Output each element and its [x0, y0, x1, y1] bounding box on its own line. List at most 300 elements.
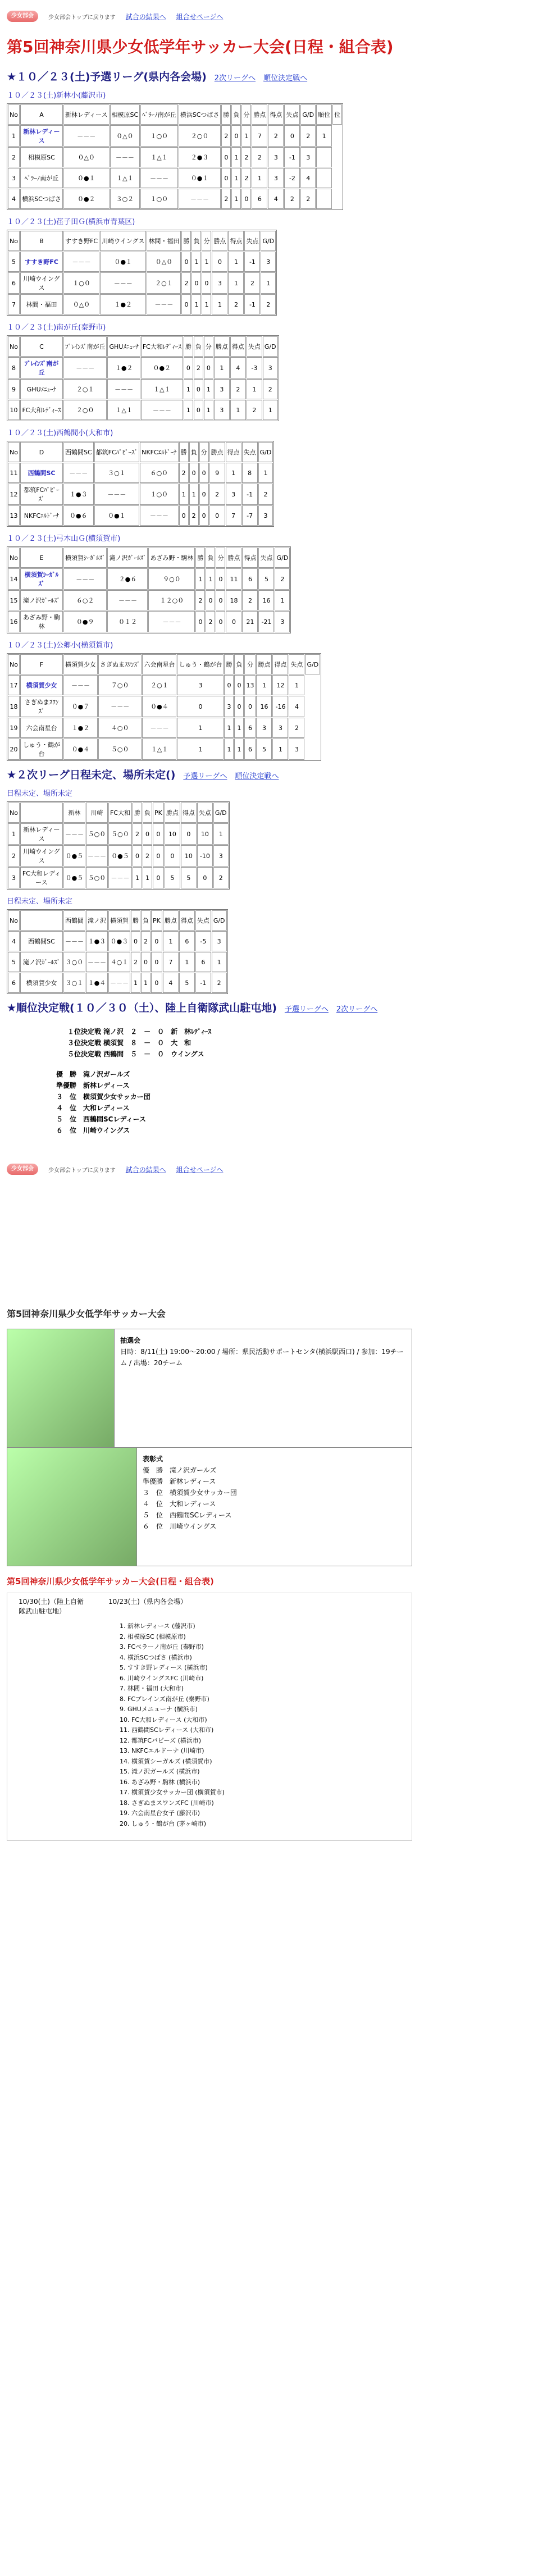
- lottery-info: 日時：8/11(土) 19:00～20:00 / 場所：県民活動サポートセンタ(横浜駅西口) / 参加：19チーム / 出場：20チーム: [120, 1348, 404, 1367]
- table-cell: しゅう・鶴が台: [20, 738, 63, 760]
- table-cell: ０△０: [147, 252, 181, 272]
- table-cell: 7: [226, 505, 241, 526]
- table-cell: 0: [216, 611, 225, 632]
- header-cell: 負: [206, 548, 215, 568]
- bracket: [7, 1593, 412, 1841]
- table-cell: 0: [143, 823, 152, 845]
- bracket-team: 19. 六会南星台女子 (藤沢市): [120, 1809, 200, 1817]
- header-cell: 負: [231, 104, 241, 125]
- table-cell: 18: [226, 590, 241, 610]
- header-cell: G/D: [300, 104, 316, 125]
- final-results: [67, 1026, 538, 1060]
- table-cell: 0: [199, 463, 209, 483]
- table-cell: 2: [181, 272, 191, 294]
- table-row: [8, 952, 227, 972]
- bracket-team: 6. 川崎ウイングスFC (川崎市): [120, 1674, 204, 1682]
- table-cell: 10: [197, 823, 213, 845]
- schedule-link[interactable]: 組合せページへ: [176, 1165, 224, 1174]
- table-cell: 0: [177, 696, 224, 717]
- table-cell: 2: [141, 931, 151, 951]
- table-cell: 2: [275, 568, 290, 590]
- header-cell: 西鶴間: [63, 910, 85, 931]
- table-row: [8, 125, 342, 147]
- header-cell: PK: [153, 803, 164, 823]
- league-table: [7, 909, 228, 994]
- table-cell: －－－: [141, 400, 183, 420]
- header-cell: No: [8, 336, 20, 357]
- table-cell: １○０: [140, 125, 178, 147]
- table-cell: [316, 147, 332, 167]
- table-cell: ３○１: [63, 973, 85, 993]
- standings-table: [7, 335, 279, 421]
- table-cell: 1: [179, 484, 189, 505]
- bracket-team: 20. しゅう・鶴が台 (茅ヶ崎市): [120, 1820, 207, 1827]
- table-cell: 1: [261, 272, 276, 294]
- table-cell: 川崎ウイングス: [20, 272, 63, 294]
- table-cell: 滝ノ沢ｶﾞｰﾙｽﾞ: [20, 590, 63, 610]
- table-cell: ２●３: [179, 147, 221, 167]
- ranking-link[interactable]: 順位決定戦へ: [263, 74, 308, 83]
- table-cell: 1: [202, 294, 211, 314]
- bracket-team: 18. さぎぬまスワンズFC (川崎市): [120, 1799, 214, 1807]
- table-cell: -7: [242, 505, 258, 526]
- table-cell: 1: [8, 823, 20, 845]
- table-cell: ０●４: [142, 696, 176, 717]
- table-cell: 16: [256, 696, 272, 717]
- table-cell: 0: [151, 952, 162, 972]
- table-cell: GHUﾒﾆｭｰﾅ: [20, 379, 63, 399]
- table-cell: -3: [247, 357, 262, 379]
- award-ranking: [143, 1465, 237, 1532]
- table-cell: １○０: [63, 272, 99, 294]
- table-cell: 2: [195, 590, 205, 610]
- table-cell: 4: [8, 931, 20, 951]
- bracket-team: 1. 新林レディース (藤沢市): [120, 1622, 195, 1630]
- table-cell: 16: [8, 611, 20, 632]
- table-cell: 10: [8, 400, 20, 420]
- table-cell: 9: [209, 463, 225, 483]
- standings-table: [7, 230, 277, 316]
- table-cell: ６○２: [63, 590, 107, 610]
- table-cell: －－－: [142, 718, 176, 738]
- header-cell: 相模原SC: [110, 104, 140, 125]
- table-cell: 1: [231, 147, 241, 167]
- table-cell: 1: [234, 718, 244, 738]
- table-cell: １●２: [100, 294, 146, 314]
- table-cell: 10: [165, 823, 180, 845]
- header-cell: G/D: [212, 910, 227, 931]
- table-cell: 5: [8, 952, 20, 972]
- table-cell: 2: [213, 867, 229, 888]
- table-cell: 1: [206, 568, 215, 590]
- rank-line: 準優勝 新林レディース: [56, 1082, 130, 1089]
- table-cell: 0: [202, 272, 211, 294]
- header-row: [8, 548, 290, 568]
- header-cell: しゅう・鶴が台: [177, 654, 224, 674]
- table-cell: 2: [221, 189, 231, 209]
- rank-line: ６ 位 川崎ウイングス: [143, 1522, 217, 1530]
- table-cell: 0: [179, 505, 189, 526]
- group-head: １０／２３(土)新林小(藤沢市): [7, 92, 106, 100]
- table-cell: ０●３: [108, 931, 130, 951]
- table-cell: 4: [289, 696, 304, 717]
- table-cell: 8: [242, 463, 258, 483]
- table-cell: 0: [221, 147, 231, 167]
- table-cell: 1: [234, 738, 244, 760]
- group-head: １０／２３(土)西鶴間小(大和市): [7, 429, 113, 437]
- table-cell: 0: [194, 400, 203, 420]
- table-cell: 2: [242, 590, 258, 610]
- table-cell: 2: [252, 147, 267, 167]
- header-cell: 勝: [181, 231, 191, 251]
- table-cell: 1: [316, 125, 332, 147]
- table-cell: １●３: [63, 484, 94, 505]
- table-cell: 4: [300, 168, 316, 188]
- header-cell: 都筑FCﾊﾟﾋﾟｰｽﾞ: [94, 442, 140, 462]
- rank-line: ４ 位 大和レディース: [56, 1104, 130, 1112]
- table-cell: 5: [165, 867, 180, 888]
- header-cell: FC大和: [108, 803, 132, 823]
- table-cell: －－－: [140, 168, 178, 188]
- table-cell: 1: [228, 272, 244, 294]
- group-head: １０／２３(土)南が丘(秦野市): [7, 323, 106, 332]
- header-cell: 分: [199, 442, 209, 462]
- section-title: ★１０／２３(土)予選リーグ(県内各会場) 2次リーグへ 順位決定戦へ: [7, 71, 308, 83]
- table-cell: 0: [234, 696, 244, 717]
- table-cell: 15: [8, 590, 20, 610]
- header-cell: 分: [204, 336, 213, 357]
- table-cell: －－－: [94, 484, 140, 505]
- table-cell: ２○０: [63, 400, 107, 420]
- header-cell: C: [20, 336, 63, 357]
- table-cell: 2: [221, 125, 231, 147]
- standings-table: [7, 653, 321, 761]
- table-cell: －－－: [98, 696, 142, 717]
- table-cell: ０△０: [63, 294, 99, 314]
- table-cell: －－－: [147, 294, 181, 314]
- table-cell: ２○１: [147, 272, 181, 294]
- bracket-team: 9. GHUメニューナ (横浜市): [120, 1706, 198, 1713]
- table-cell: ０１２: [107, 611, 148, 632]
- table-cell: 1: [230, 400, 246, 420]
- header-cell: G/D: [275, 548, 290, 568]
- header-cell: FC大和ﾚﾃﾞｨｰｽ: [141, 336, 183, 357]
- bracket-team: 2. 相模原SC (相模原市): [120, 1633, 186, 1640]
- bracket-team: 5. すすき野レディース (横浜市): [120, 1664, 208, 1671]
- table-cell: 横須賀少女: [20, 675, 63, 695]
- table-cell: 相模原SC: [20, 147, 63, 167]
- rank-line: ４ 位 大和レディース: [143, 1500, 216, 1508]
- table-row: [8, 400, 278, 420]
- table-cell: -1: [195, 973, 211, 993]
- table-cell: 18: [8, 696, 20, 717]
- header-cell: G/D: [263, 336, 278, 357]
- table-cell: 1: [131, 973, 140, 993]
- table-cell: すすき野FC: [20, 252, 63, 272]
- table-cell: 2: [8, 845, 20, 867]
- header-cell: 新林: [63, 803, 85, 823]
- table-cell: ７○０: [98, 675, 142, 695]
- table-cell: １●２: [107, 357, 140, 379]
- table-cell: －－－: [63, 823, 85, 845]
- table-cell: 0: [204, 357, 213, 379]
- table-cell: 1: [184, 379, 193, 399]
- table-cell: 1: [213, 823, 229, 845]
- table-cell: 2: [244, 272, 260, 294]
- table-cell: 1: [179, 952, 195, 972]
- table-cell: 1: [247, 379, 262, 399]
- table-cell: FC大和ﾚﾃﾞｨｰｽ: [20, 400, 63, 420]
- table-row: [8, 867, 229, 888]
- header-cell: D: [20, 442, 63, 462]
- schedule-link[interactable]: 組合せページへ: [176, 12, 224, 21]
- table-cell: 0: [284, 125, 300, 147]
- table-cell: 川崎ウイングス: [20, 845, 63, 867]
- table-cell: [316, 189, 332, 209]
- table-cell: ０●５: [63, 845, 85, 867]
- table-cell: 1: [231, 189, 241, 209]
- table-cell: １●４: [86, 973, 108, 993]
- table-cell: 0: [241, 189, 251, 209]
- table-cell: ０●２: [63, 189, 110, 209]
- table-cell: 横須賀ｼｰｶﾞﾙｽﾞ: [20, 568, 63, 590]
- table-cell: -2: [284, 168, 300, 188]
- table-cell: 1: [228, 252, 244, 272]
- table-cell: 14: [8, 568, 20, 590]
- header-cell: [20, 803, 63, 823]
- table-cell: 1: [224, 718, 234, 738]
- table-cell: 2: [194, 357, 203, 379]
- table-cell: 0: [244, 696, 256, 717]
- header-cell: PK: [151, 910, 162, 931]
- table-cell: 5: [8, 252, 20, 272]
- table-cell: 2: [258, 484, 273, 505]
- table-cell: －－－: [107, 590, 148, 610]
- standings-table: [7, 546, 291, 633]
- table-cell: 1: [263, 400, 278, 420]
- table-cell: 0: [221, 168, 231, 188]
- table-row: [8, 272, 276, 294]
- final-line: ３位決定戦 横須賀 ８ － ０ 大 和: [67, 1039, 192, 1047]
- table-cell: 3: [289, 738, 304, 760]
- award-photo: [7, 1448, 137, 1566]
- header-cell: 負: [143, 803, 152, 823]
- table-cell: 12: [8, 484, 20, 505]
- table-cell: 6: [179, 931, 195, 951]
- table-cell: 六会南星台: [20, 718, 63, 738]
- table-cell: 7: [252, 125, 267, 147]
- rank-line: ６ 位 川崎ウイングス: [56, 1127, 130, 1134]
- table-cell: 2: [284, 189, 300, 209]
- table-cell: 3: [177, 675, 224, 695]
- table-cell: －－－: [63, 568, 107, 590]
- table-cell: 0: [192, 272, 201, 294]
- header-cell: ﾍﾞﾗｰﾉ南が丘: [140, 104, 178, 125]
- table-cell: ０●１: [100, 252, 146, 272]
- header-cell: 勝: [221, 104, 231, 125]
- header-row: [8, 803, 229, 823]
- header-cell: F: [20, 654, 63, 674]
- bracket-team: 12. 都筑FCパピーズ (横浜市): [120, 1736, 202, 1744]
- header-cell: 横須賀: [108, 910, 130, 931]
- logo[interactable]: 少女部会: [7, 11, 38, 22]
- table-cell: 3: [213, 845, 229, 867]
- lottery-photo: [7, 1329, 115, 1447]
- table-cell: 0: [141, 952, 151, 972]
- table-cell: 4: [230, 357, 246, 379]
- league-table: [7, 801, 230, 890]
- table-cell: 6: [252, 189, 267, 209]
- table-cell: 3: [275, 611, 290, 632]
- table-cell: 0: [153, 845, 164, 867]
- table-cell: －－－: [107, 379, 140, 399]
- header-cell: 勝点: [256, 654, 272, 674]
- table-cell: 1: [204, 379, 213, 399]
- rank-line: ３ 位 横須賀少女サッカー団: [143, 1489, 237, 1497]
- table-cell: 0: [194, 379, 203, 399]
- table-cell: 0: [216, 568, 225, 590]
- table-cell: NKFCｴﾙﾄﾞｰﾅ: [20, 505, 63, 526]
- table-row: [8, 463, 273, 483]
- bracket-date-final: 10/30(土)（陸上自衛隊武山駐屯地）: [19, 1598, 84, 1615]
- table-cell: 0: [153, 867, 164, 888]
- table-cell: －－－: [63, 357, 107, 379]
- table-cell: ０●１: [63, 168, 110, 188]
- table-cell: 1: [212, 294, 227, 314]
- back-text: 少女部会トップに戻ります: [48, 1167, 116, 1174]
- table-cell: 1: [224, 738, 234, 760]
- table-cell: －－－: [179, 189, 221, 209]
- table-row: [8, 823, 229, 845]
- table-cell: 1: [212, 952, 227, 972]
- table-cell: 1: [143, 867, 152, 888]
- header-cell: No: [8, 803, 20, 823]
- header-cell: あざみ野・駒林: [148, 548, 195, 568]
- header-cell: 林間・福田: [147, 231, 181, 251]
- header-cell: G/D: [213, 803, 229, 823]
- table-cell: 3: [268, 147, 284, 167]
- header-cell: 負: [234, 654, 244, 674]
- table-cell: 横須賀少女: [20, 973, 63, 993]
- table-cell: -10: [197, 845, 213, 867]
- table-cell: 2: [247, 400, 262, 420]
- table-cell: 1: [189, 484, 199, 505]
- table-cell: １△１: [142, 738, 176, 760]
- results-link[interactable]: 試合の結果へ: [125, 1165, 166, 1174]
- ranking-link[interactable]: 順位決定戦へ: [235, 772, 279, 781]
- table-cell: 都筑FCﾊﾟﾋﾟｰｽﾞ: [20, 484, 63, 505]
- table-cell: １○０: [140, 484, 178, 505]
- table-cell: 0: [181, 823, 197, 845]
- rank-line: ５ 位 西鶴間SCレディース: [56, 1115, 146, 1123]
- bracket-team: 16. あざみ野・駒林 (横浜市): [120, 1778, 200, 1786]
- league2-link[interactable]: 2次リーグへ: [214, 74, 256, 83]
- table-cell: -21: [258, 611, 274, 632]
- table-cell: ３○２: [110, 189, 140, 209]
- table-cell: ２○０: [179, 125, 221, 147]
- logo[interactable]: 少女部会: [7, 1164, 38, 1175]
- table-row: [8, 611, 290, 632]
- table-cell: 11: [8, 463, 20, 483]
- header-cell: 得点: [230, 336, 246, 357]
- header-cell: 失点: [244, 231, 260, 251]
- league2-link[interactable]: 2次リーグへ: [336, 1005, 378, 1014]
- table-cell: 3: [226, 484, 241, 505]
- header-cell: 滝ノ沢: [86, 910, 108, 931]
- table-row: [8, 294, 276, 314]
- table-cell: 6: [244, 738, 256, 760]
- table-cell: 3: [272, 718, 288, 738]
- prelim-link[interactable]: 予選リーグへ: [284, 1005, 329, 1014]
- table-cell: 2: [230, 379, 246, 399]
- table-cell: ５○０: [86, 823, 108, 845]
- results-link[interactable]: 試合の結果へ: [125, 12, 166, 21]
- table-cell: 新林レディース: [20, 823, 63, 845]
- header-cell: 川崎: [86, 803, 108, 823]
- table-cell: 6: [8, 973, 20, 993]
- table-cell: 新林レディース: [20, 125, 63, 147]
- table-cell: 3: [263, 357, 278, 379]
- header-cell: 勝点: [226, 548, 241, 568]
- header-cell: 勝: [131, 910, 140, 931]
- header-cell: 分: [202, 231, 211, 251]
- table-cell: 0: [165, 845, 180, 867]
- header-row: [8, 654, 320, 674]
- table-cell: -1: [242, 484, 258, 505]
- table-row: [8, 189, 342, 209]
- table-cell: ４○０: [98, 718, 142, 738]
- table-cell: 2: [212, 973, 227, 993]
- table-cell: 0: [216, 590, 225, 610]
- prelim-link[interactable]: 予選リーグへ: [183, 772, 227, 781]
- top-nav: [0, 0, 538, 25]
- table-cell: －－－: [86, 952, 108, 972]
- table-cell: 2: [263, 379, 278, 399]
- header-cell: 順位: [316, 104, 332, 125]
- table-row: [8, 675, 320, 695]
- bracket-team: 8. FCブレインズ南が丘 (秦野市): [120, 1695, 209, 1703]
- table-cell: 2: [289, 718, 304, 738]
- table-cell: 1: [195, 568, 205, 590]
- table-cell: 13: [244, 675, 256, 695]
- table-cell: －－－: [100, 272, 146, 294]
- header-cell: No: [8, 104, 20, 125]
- table-cell: 2: [241, 147, 251, 167]
- table-cell: ０●９: [63, 611, 107, 632]
- bracket-team: 3. FCベラーノ南が丘 (秦野市): [120, 1643, 204, 1651]
- table-cell: ０●１: [179, 168, 221, 188]
- header-cell: B: [20, 231, 63, 251]
- table-cell: 0: [195, 611, 205, 632]
- header-cell: 分: [241, 104, 251, 125]
- bracket-date-prelim: 10/23(土)（県内各会場）: [108, 1598, 187, 1606]
- table-cell: １△１: [107, 400, 140, 420]
- table-cell: 5: [181, 867, 197, 888]
- table-cell: 6: [244, 718, 256, 738]
- header-cell: 得点: [272, 654, 288, 674]
- table-cell: 2: [131, 952, 140, 972]
- table-row: [8, 973, 227, 993]
- header-cell: 位: [332, 104, 342, 125]
- header-cell: 失点: [195, 910, 211, 931]
- header-cell: 横浜SCつばさ: [179, 104, 221, 125]
- table-cell: 0: [199, 505, 209, 526]
- table-cell: 0: [184, 357, 193, 379]
- table-cell: 20: [8, 738, 20, 760]
- table-cell: [316, 168, 332, 188]
- header-cell: 西鶴間SC: [63, 442, 94, 462]
- table-cell: 2: [261, 294, 276, 314]
